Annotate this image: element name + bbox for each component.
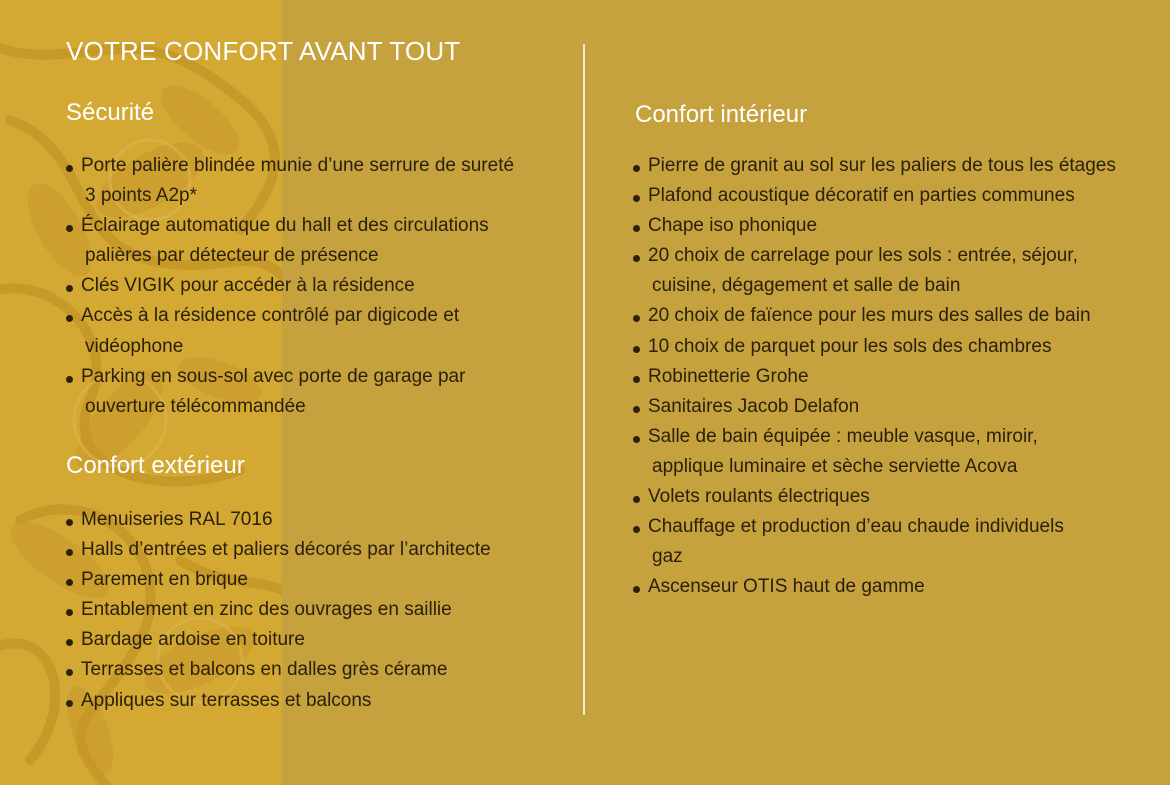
- list-item-text: 20 choix de carrelage pour les sols : entrée, séjour,: [648, 245, 1078, 267]
- list-item: [66, 505, 566, 535]
- list-item: [633, 241, 1158, 301]
- list-item: [66, 655, 566, 685]
- section-title-securite: Sécurité: [66, 99, 155, 126]
- list-confort-interieur: [633, 151, 1158, 602]
- list-securite: [66, 151, 566, 422]
- list-item-text: Appliques sur terrasses et balcons: [81, 689, 372, 711]
- list-item-text: Accès à la résidence contrôlé par digicode et: [81, 305, 460, 327]
- list-item-text: Clés VIGIK pour accéder à la résidence: [81, 275, 415, 297]
- list-item-text-continued: gaz: [652, 546, 683, 568]
- list-item-text: Porte palière blindée munie d’une serrure de sureté: [81, 155, 515, 176]
- list-item: [66, 595, 566, 625]
- list-item: [66, 151, 566, 211]
- list-item-text: Salle de bain équipée : meuble vasque, miroir,: [648, 425, 1038, 447]
- list-item: [66, 686, 566, 716]
- list-item-text: Sanitaires Jacob Delafon: [648, 395, 860, 417]
- list-item: [633, 392, 1158, 422]
- list-item-text: Bardage ardoise en toiture: [81, 629, 305, 651]
- list-item: [66, 362, 566, 422]
- list-item: [633, 181, 1158, 211]
- list-item: [633, 332, 1158, 362]
- list-item-text: Plafond acoustique décoratif en parties communes: [648, 185, 1075, 207]
- list-item-text: Volets roulants électriques: [648, 486, 870, 508]
- page-title: VOTRE CONFORT AVANT TOUT: [66, 36, 461, 66]
- list-item-text: Parement en brique: [81, 569, 248, 591]
- list-item-text-continued: ouverture télécommandée: [85, 395, 306, 417]
- list-item-text: Parking en sous-sol avec porte de garage par: [81, 365, 466, 387]
- list-item-text: Terrasses et balcons en dalles grès cérame: [81, 659, 448, 681]
- list-item: [633, 301, 1158, 331]
- list-item-text: Robinetterie Grohe: [648, 365, 809, 387]
- section-title-confort-interieur: Confort intérieur: [635, 101, 808, 128]
- list-item-text-continued: 3 points A2p*: [85, 185, 197, 207]
- list-item-text-continued: cuisine, dégagement et salle de bain: [652, 275, 961, 297]
- list-item: [633, 362, 1158, 392]
- list-item-text: Chauffage et production d’eau chaude individuels: [648, 516, 1064, 538]
- list-item-text-continued: vidéophone: [85, 335, 184, 357]
- list-item: [66, 625, 566, 655]
- list-item-text: 20 choix de faïence pour les murs des salles de bain: [648, 305, 1091, 327]
- section-title-confort-exterieur: Confort extérieur: [66, 452, 245, 479]
- list-item-text-continued: applique luminaire et sèche serviette Acova: [652, 455, 1018, 477]
- list-item: [633, 151, 1158, 181]
- list-item: [66, 535, 566, 565]
- list-item: [633, 211, 1158, 241]
- list-item: [66, 211, 566, 271]
- list-item-text: Ascenseur OTIS haut de gamme: [648, 576, 925, 598]
- list-item: [66, 565, 566, 595]
- list-item-text: Chape iso phonique: [648, 215, 818, 237]
- list-item: [633, 572, 1158, 602]
- list-item: [633, 482, 1158, 512]
- column-divider: [583, 44, 585, 715]
- list-item: [66, 301, 566, 361]
- list-confort-exterieur: [66, 505, 566, 716]
- list-item: [633, 422, 1158, 482]
- list-item-text-continued: palières par détecteur de présence: [85, 245, 379, 267]
- list-item-text: Pierre de granit au sol sur les paliers de tous les étages: [648, 155, 1116, 176]
- list-item-text: Éclairage automatique du hall et des circulations: [81, 215, 489, 237]
- list-item: [66, 271, 566, 301]
- list-item-text: Halls d’entrées et paliers décorés par l’architecte: [81, 539, 491, 561]
- list-item-text: Menuiseries RAL 7016: [81, 509, 273, 530]
- list-item-text: 10 choix de parquet pour les sols des chambres: [648, 335, 1052, 357]
- list-item-text: Entablement en zinc des ouvrages en saillie: [81, 599, 452, 621]
- list-item: [633, 512, 1158, 572]
